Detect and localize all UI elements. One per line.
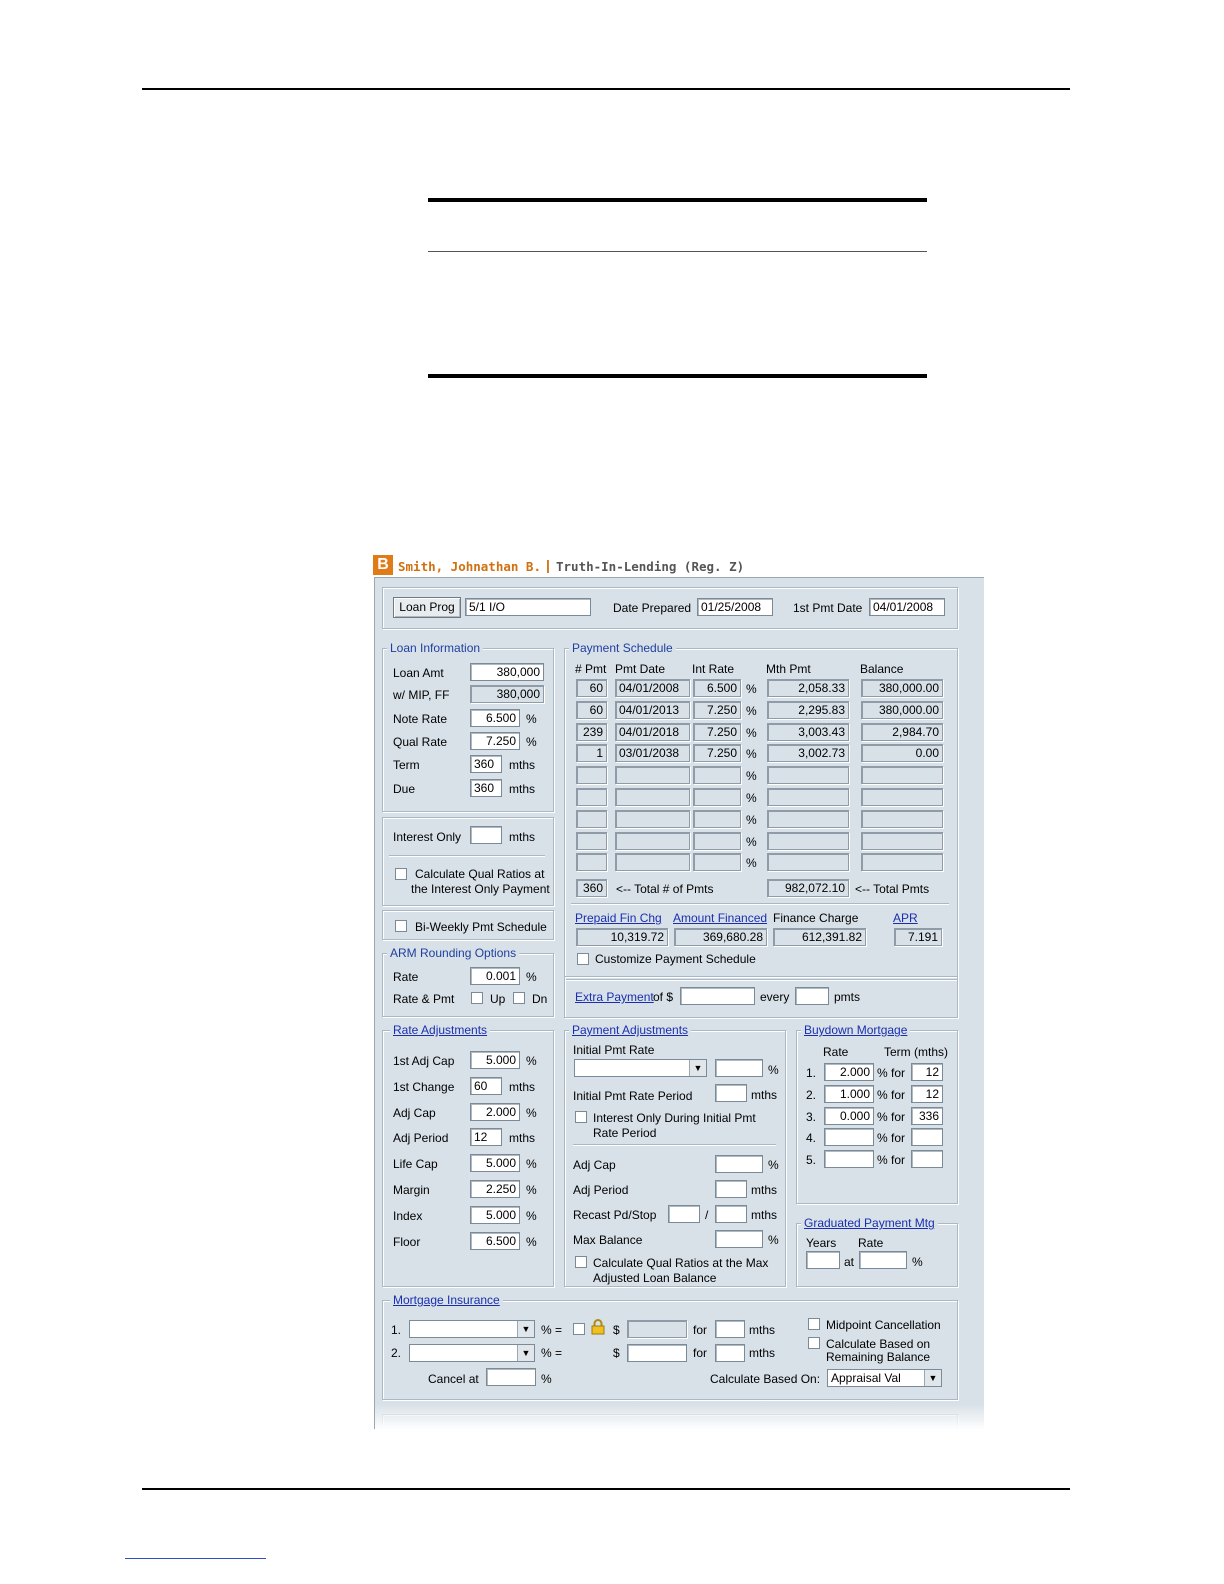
mi-row1-amount	[627, 1320, 687, 1338]
buydown-term-field[interactable]: 12	[911, 1063, 943, 1081]
schedule-rate-pct: %	[746, 682, 757, 696]
schedule-rate-pct: %	[746, 856, 757, 871]
graduated-years-field[interactable]	[806, 1251, 840, 1269]
schedule-date-cell	[615, 766, 690, 784]
rate-adj-unit: %	[526, 1157, 537, 1172]
apr-link[interactable]: APR	[893, 911, 918, 925]
chevron-down-icon: ▼	[517, 1321, 534, 1337]
apr-field: 7.191	[894, 928, 942, 946]
midpoint-checkbox[interactable]	[808, 1318, 820, 1330]
rate-adj-field[interactable]: 5.000	[470, 1154, 520, 1172]
chevron-down-icon: ▼	[517, 1345, 534, 1361]
rate-adj-field[interactable]: 2.250	[470, 1180, 520, 1198]
schedule-balance-cell: 380,000.00	[861, 679, 943, 697]
graduated-at: at	[844, 1255, 855, 1269]
schedule-date-cell: 04/01/2008	[615, 679, 690, 697]
col-header-pmt-date: Pmt Date	[615, 662, 666, 676]
bottom-fade	[375, 1404, 984, 1429]
term-field[interactable]: 360	[470, 755, 502, 773]
doc-rule-2	[428, 251, 927, 252]
biweekly-checkbox[interactable]	[395, 920, 407, 932]
mi-lock-checkbox[interactable]	[573, 1323, 585, 1335]
arm-rounding-group	[382, 953, 554, 1017]
calc-remaining-checkbox[interactable]	[808, 1337, 820, 1349]
buydown-legend[interactable]: Buydown Mortgage	[801, 1023, 910, 1037]
schedule-rate-pct: %	[746, 725, 757, 740]
first-pmt-date-label: 1st Pmt Date	[793, 601, 863, 615]
buydown-term-field[interactable]	[911, 1128, 943, 1146]
pa-adj-cap-field[interactable]	[715, 1155, 763, 1173]
pa-adj-period-mths: mths	[751, 1183, 778, 1197]
recast-mths: mths	[751, 1208, 778, 1222]
cancel-at-pct: %	[541, 1372, 552, 1386]
due-mths: mths	[509, 782, 536, 796]
schedule-rate-pct: %	[746, 834, 757, 849]
buydown-rate-field[interactable]	[824, 1150, 874, 1168]
mi-row2-mths-field[interactable]	[715, 1344, 745, 1362]
rate-adj-field[interactable]: 5.000	[470, 1206, 520, 1224]
buydown-rate-field[interactable]: 2.000	[824, 1063, 874, 1081]
doc-rule-3	[428, 374, 927, 378]
midpoint-label: Midpoint Cancellation	[826, 1318, 941, 1332]
initial-pmt-rate-dropdown[interactable]	[574, 1059, 707, 1077]
extra-payment-every: every	[760, 990, 790, 1004]
schedule-divider	[571, 903, 949, 905]
calc-max-bal-label-2: Adjusted Loan Balance	[593, 1271, 717, 1285]
rate-adj-label: Adj Cap	[393, 1105, 436, 1120]
note-rate-label: Note Rate	[393, 712, 448, 726]
customize-schedule-checkbox[interactable]	[577, 953, 589, 965]
io-initial-period-label-2: Rate Period	[593, 1126, 657, 1140]
amount-financed-link[interactable]: Amount Financed	[673, 911, 768, 925]
schedule-npmt-cell	[576, 832, 607, 850]
payment-adjustments-legend[interactable]: Payment Adjustments	[569, 1023, 691, 1037]
mi-row2-dollar: $	[613, 1346, 620, 1360]
page-top-rule	[142, 88, 1070, 90]
biweekly-label: Bi-Weekly Pmt Schedule	[415, 920, 547, 934]
schedule-rate-cell: 7.250	[693, 723, 741, 741]
buydown-for-label: % for	[877, 1131, 906, 1146]
schedule-rate-cell: 6.500	[693, 679, 741, 697]
schedule-date-cell	[615, 788, 690, 806]
calc-qual-io-label-2: the Interest Only Payment	[411, 882, 550, 896]
schedule-date-cell: 03/01/2038	[615, 744, 690, 762]
mi-row1-pct-eq: % =	[541, 1323, 563, 1337]
mi-row2-pct-eq: % =	[541, 1346, 563, 1360]
schedule-balance-cell	[861, 832, 943, 850]
initial-pmt-rate-period-label: Initial Pmt Rate Period	[573, 1089, 693, 1103]
buydown-row-number: 3.	[806, 1109, 817, 1124]
total-npmt-label: <-- Total # of Pmts	[616, 882, 714, 896]
rate-adj-unit: %	[526, 1183, 537, 1197]
calc-qual-io-checkbox[interactable]	[395, 868, 407, 880]
due-label: Due	[393, 782, 416, 796]
rate-adj-label: Floor	[393, 1234, 421, 1249]
schedule-rate-pct: %	[746, 791, 757, 805]
schedule-npmt-cell	[576, 853, 607, 871]
payment-adjustments-divider	[573, 1144, 776, 1146]
rate-adj-unit: %	[526, 1208, 537, 1223]
schedule-rate-cell	[693, 788, 741, 806]
mi-row2-dropdown[interactable]	[409, 1344, 535, 1362]
interest-only-divider	[389, 855, 545, 857]
term-label: Term	[393, 758, 420, 772]
mi-row2-amount[interactable]	[627, 1344, 687, 1362]
graduated-rate-field[interactable]	[859, 1251, 907, 1269]
buydown-rate-field[interactable]: 1.000	[824, 1085, 874, 1103]
mi-row1-label: 1.	[391, 1323, 402, 1337]
max-balance-field[interactable]	[715, 1230, 763, 1248]
extra-payment-amount[interactable]	[680, 987, 755, 1005]
rate-adj-field[interactable]: 12	[470, 1128, 502, 1146]
calc-max-bal-checkbox[interactable]	[575, 1256, 587, 1268]
io-initial-period-label-1: Interest Only During Initial Pmt	[593, 1111, 756, 1125]
schedule-pmt-cell	[767, 788, 849, 806]
truth-in-lending-window	[372, 553, 984, 1429]
schedule-npmt-cell: 60	[576, 701, 607, 719]
rate-adj-label: 1st Change	[393, 1079, 455, 1094]
graduated-years-label: Years	[806, 1236, 837, 1250]
qual-rate-field[interactable]: 7.250	[470, 732, 520, 750]
schedule-balance-cell	[861, 788, 943, 806]
qual-rate-pct: %	[526, 735, 537, 749]
calc-max-bal-label-1: Calculate Qual Ratios at the Max	[593, 1256, 769, 1270]
schedule-pmt-cell	[767, 766, 849, 784]
app-logo-icon: B	[373, 555, 393, 575]
rate-adj-unit: %	[526, 1105, 537, 1120]
schedule-balance-cell	[861, 853, 943, 871]
col-header-balance: Balance	[860, 662, 904, 676]
rate-adj-label: 1st Adj Cap	[393, 1054, 455, 1068]
recast-slash: /	[705, 1208, 709, 1222]
schedule-rate-cell	[693, 810, 741, 828]
date-prepared-label: Date Prepared	[613, 601, 692, 615]
loan-amt-label: Loan Amt	[393, 666, 444, 680]
rate-adj-unit: %	[526, 1234, 537, 1249]
borrower-name: Smith, Johnathan B.	[398, 559, 541, 574]
calc-qual-io-label-1: Calculate Qual Ratios at	[415, 867, 545, 881]
buydown-for-label: % for	[877, 1087, 906, 1102]
graduated-legend[interactable]: Graduated Payment Mtg	[801, 1216, 938, 1230]
mi-row1-mths: mths	[749, 1323, 776, 1337]
extra-payment-pmts: pmts	[834, 990, 861, 1004]
rate-adj-unit: %	[526, 1054, 537, 1068]
round-down-label: Dn	[532, 992, 548, 1006]
cancel-at-label: Cancel at	[428, 1372, 479, 1386]
round-up-label: Up	[490, 992, 506, 1006]
chevron-down-icon: ▼	[924, 1370, 941, 1386]
loan-prog-button[interactable]: Loan Prog	[393, 597, 461, 618]
loan-amt-field[interactable]: 380,000	[470, 663, 544, 681]
payment-schedule-legend: Payment Schedule	[569, 641, 676, 655]
rate-adj-field[interactable]: 6.500	[470, 1232, 520, 1250]
initial-pmt-rate-field[interactable]	[715, 1059, 763, 1077]
qual-rate-label: Qual Rate	[393, 735, 448, 749]
rate-adj-field[interactable]: 5.000	[470, 1051, 520, 1069]
interest-only-label: Interest Only	[393, 830, 462, 844]
graduated-rate-label: Rate	[858, 1236, 884, 1250]
rate-adj-unit: mths	[509, 1131, 536, 1146]
rate-adj-unit: mths	[509, 1079, 536, 1094]
amount-financed-field: 369,680.28	[674, 928, 767, 946]
initial-pmt-rate-period-field[interactable]	[715, 1084, 747, 1102]
buydown-term-field[interactable]: 336	[911, 1107, 943, 1125]
calc-remaining-label-1: Calculate Based on	[826, 1337, 931, 1351]
rate-pmt-label: Rate & Pmt	[393, 992, 455, 1006]
recast-stop-field[interactable]	[715, 1205, 747, 1223]
title-separator: |	[546, 557, 550, 573]
col-header-npmt: # Pmt	[575, 662, 607, 676]
date-prepared-field[interactable]: 01/25/2008	[697, 598, 773, 616]
schedule-pmt-cell	[767, 832, 849, 850]
lock-icon	[591, 1319, 605, 1335]
schedule-date-cell	[615, 810, 690, 828]
col-header-mth-pmt: Mth Pmt	[766, 662, 811, 676]
schedule-date-cell: 04/01/2013	[615, 701, 690, 719]
schedule-pmt-cell: 2,058.33	[767, 679, 849, 697]
schedule-rate-cell	[693, 832, 741, 850]
calc-remaining-label-2: Remaining Balance	[826, 1350, 931, 1364]
io-initial-period-checkbox[interactable]	[575, 1111, 587, 1123]
rate-adj-field[interactable]: 60	[470, 1077, 502, 1095]
form-panel	[374, 577, 984, 1429]
graduated-pct: %	[912, 1255, 923, 1269]
schedule-npmt-cell: 60	[576, 679, 607, 697]
schedule-rate-pct: %	[746, 747, 757, 762]
pa-adj-cap-label: Adj Cap	[573, 1158, 616, 1172]
buydown-for-label: % for	[877, 1109, 906, 1124]
schedule-rate-pct: %	[746, 703, 757, 718]
mi-row1-dropdown[interactable]	[409, 1320, 535, 1338]
calc-based-on-value: Appraisal Val	[831, 1371, 901, 1385]
rate-adjustments-legend[interactable]: Rate Adjustments	[390, 1023, 490, 1037]
term-mths: mths	[509, 758, 536, 772]
cancel-at-field[interactable]	[486, 1368, 536, 1386]
pa-adj-period-label: Adj Period	[573, 1183, 629, 1197]
buydown-row-number: 1.	[806, 1066, 817, 1080]
footnote-rule	[125, 1558, 266, 1559]
schedule-pmt-cell	[767, 853, 849, 871]
schedule-npmt-cell: 239	[576, 723, 607, 741]
buydown-row-number: 2.	[806, 1087, 817, 1102]
schedule-npmt-cell	[576, 788, 607, 806]
doc-rule-1	[428, 198, 927, 202]
extra-payment-of: of $	[653, 990, 674, 1004]
buydown-rate-field[interactable]	[824, 1128, 874, 1146]
mi-row2-for: for	[693, 1346, 708, 1360]
buydown-row-number: 5.	[806, 1153, 817, 1168]
mi-row1-dollar: $	[613, 1323, 620, 1337]
rate-adj-field[interactable]: 2.000	[470, 1103, 520, 1121]
schedule-balance-cell	[861, 810, 943, 828]
mortgage-insurance-legend[interactable]: Mortgage Insurance	[390, 1293, 503, 1307]
initial-pmt-rate-label: Initial Pmt Rate	[573, 1043, 655, 1057]
loan-information-legend: Loan Information	[387, 641, 483, 655]
page-bottom-rule	[142, 1488, 1070, 1490]
schedule-pmt-cell	[767, 810, 849, 828]
recast-pd-field[interactable]	[668, 1205, 700, 1223]
schedule-balance-cell	[861, 766, 943, 784]
window-title: Truth-In-Lending (Reg. Z)	[556, 559, 745, 574]
calc-based-on-dropdown[interactable]	[827, 1369, 942, 1387]
arm-rate-label: Rate	[393, 970, 419, 984]
total-npmt-field: 360	[576, 879, 607, 897]
chevron-down-icon: ▼	[689, 1060, 706, 1076]
max-balance-pct: %	[768, 1233, 779, 1247]
calc-based-on-label: Calculate Based On:	[710, 1372, 821, 1386]
arm-rate-pct: %	[526, 970, 537, 984]
rate-adj-label: Margin	[393, 1183, 430, 1197]
schedule-rate-cell	[693, 766, 741, 784]
mip-ff-field: 380,000	[470, 685, 544, 703]
buydown-for-label: % for	[877, 1153, 906, 1168]
schedule-date-cell	[615, 832, 690, 850]
rate-adj-label: Life Cap	[393, 1157, 438, 1172]
schedule-date-cell: 04/01/2018	[615, 723, 690, 741]
customize-schedule-label: Customize Payment Schedule	[595, 952, 756, 966]
arm-rounding-legend: ARM Rounding Options	[387, 946, 519, 960]
note-rate-field[interactable]: 6.500	[470, 709, 520, 727]
schedule-npmt-cell: 1	[576, 744, 607, 762]
buydown-term-field[interactable]	[911, 1150, 943, 1168]
schedule-rate-pct: %	[746, 812, 757, 827]
col-header-int-rate: Int Rate	[692, 662, 735, 676]
buydown-row-number: 4.	[806, 1131, 817, 1146]
finance-charge-label: Finance Charge	[773, 911, 859, 925]
buydown-term-field[interactable]: 12	[911, 1085, 943, 1103]
mi-row2-label: 2.	[391, 1346, 402, 1360]
round-up-checkbox[interactable]	[471, 992, 483, 1004]
extra-payment-link[interactable]: Extra Payment	[575, 990, 654, 1004]
initial-pmt-rate-pct: %	[768, 1063, 779, 1077]
extra-payment-count[interactable]	[795, 987, 829, 1005]
pa-adj-cap-pct: %	[768, 1158, 779, 1172]
initial-pmt-rate-period-mths: mths	[751, 1088, 778, 1102]
round-down-checkbox[interactable]	[513, 992, 525, 1004]
schedule-date-cell	[615, 853, 690, 871]
schedule-rate-cell	[693, 853, 741, 871]
loan-prog-field[interactable]: 5/1 I/O	[465, 598, 591, 616]
schedule-pmt-cell: 2,295.83	[767, 701, 849, 719]
schedule-npmt-cell	[576, 766, 607, 784]
buydown-term-header: Term (mths)	[884, 1045, 948, 1059]
schedule-pmt-cell: 3,003.43	[767, 723, 849, 741]
schedule-balance-cell: 0.00	[861, 744, 943, 762]
finance-charge-field: 612,391.82	[773, 928, 866, 946]
pa-adj-period-field[interactable]	[715, 1180, 747, 1198]
interest-only-field[interactable]	[470, 826, 502, 844]
mi-row2-mths: mths	[749, 1346, 776, 1360]
total-pmts-field: 982,072.10	[767, 879, 849, 897]
schedule-pmt-cell: 3,002.73	[767, 744, 849, 762]
total-pmts-label: <-- Total Pmts	[855, 882, 930, 896]
prepaid-fin-chg-link[interactable]: Prepaid Fin Chg	[575, 911, 662, 925]
mip-ff-label: w/ MIP, FF	[393, 688, 450, 702]
first-pmt-date-field[interactable]: 04/01/2008	[869, 598, 945, 616]
buydown-rate-header: Rate	[823, 1045, 849, 1059]
schedule-rate-pct: %	[746, 769, 757, 784]
schedule-rate-cell: 7.250	[693, 701, 741, 719]
buydown-for-label: % for	[877, 1066, 906, 1080]
max-balance-label: Max Balance	[573, 1233, 643, 1247]
schedule-npmt-cell	[576, 810, 607, 828]
schedule-balance-cell: 380,000.00	[861, 701, 943, 719]
schedule-balance-cell: 2,984.70	[861, 723, 943, 741]
note-rate-pct: %	[526, 712, 537, 726]
buydown-rate-field[interactable]: 0.000	[824, 1107, 874, 1125]
mi-row1-for: for	[693, 1323, 708, 1337]
interest-only-mths: mths	[509, 830, 536, 844]
rate-adj-label: Adj Period	[393, 1131, 449, 1146]
mi-row1-mths-field[interactable]	[715, 1320, 745, 1338]
title-bar	[372, 553, 984, 577]
arm-rate-field[interactable]: 0.001	[470, 967, 520, 985]
schedule-rate-cell: 7.250	[693, 744, 741, 762]
recast-label: Recast Pd/Stop	[573, 1208, 657, 1222]
prepaid-fin-chg-field: 10,319.72	[576, 928, 668, 946]
due-field[interactable]: 360	[470, 779, 502, 797]
rate-adj-label: Index	[393, 1208, 423, 1223]
